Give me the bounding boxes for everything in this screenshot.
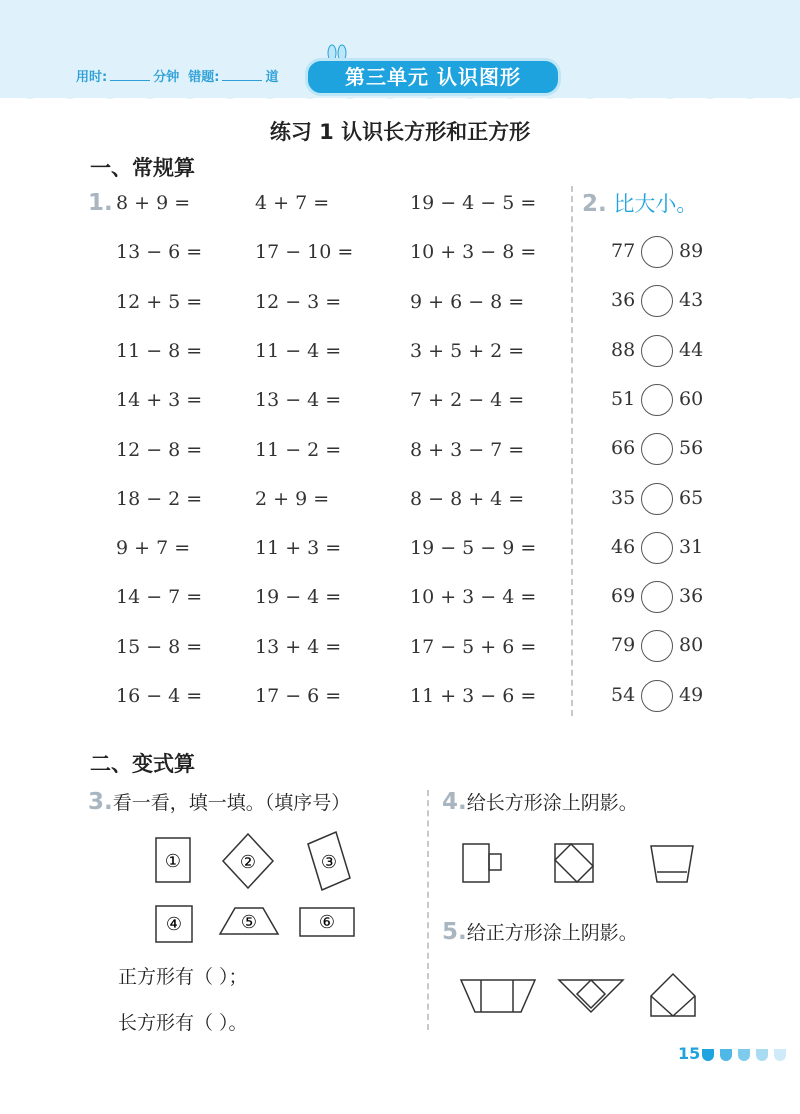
q1-problem[interactable]: 19 − 4 − 5 =	[410, 192, 537, 214]
q4-shape-square-with-diamond[interactable]	[555, 844, 593, 882]
shape-1-label: ①	[164, 851, 182, 872]
time-record	[76, 66, 279, 85]
q1-problem[interactable]: 19 − 5 − 9 =	[410, 537, 537, 560]
q1-problem[interactable]: 3 + 5 + 2 =	[410, 339, 525, 362]
q5-number: 5.	[442, 919, 467, 945]
q1-problem[interactable]: 17 − 10 =	[255, 241, 354, 264]
compare-answer-circle[interactable]	[641, 532, 673, 564]
q4-label: 给长方形涂上阴影。	[466, 792, 638, 814]
compare-answer-circle[interactable]	[641, 433, 673, 465]
q4-shape-trapezoid-with-rect[interactable]	[651, 846, 693, 882]
compare-row	[611, 483, 721, 515]
minute-label: 分钟	[153, 70, 180, 85]
q1-problem[interactable]: 12 − 3 =	[255, 290, 342, 313]
q1-q2-divider	[571, 186, 573, 716]
shape-4-label: ④	[165, 914, 183, 935]
q2-label: 比大小。	[613, 192, 698, 216]
q1-problem[interactable]: 2 + 9 =	[255, 487, 330, 510]
q2-number: 2.	[582, 191, 607, 217]
q3-heading	[88, 788, 350, 815]
shape-6-label: ⑥	[318, 912, 336, 933]
compare-answer-circle[interactable]	[641, 236, 673, 268]
compare-right-number: 31	[679, 535, 704, 558]
q1-problem[interactable]: 7 + 2 − 4 =	[410, 389, 525, 412]
section-1-title: 一、常规算	[90, 156, 195, 180]
shape-2-label: ②	[239, 852, 257, 873]
compare-left-number: 51	[611, 387, 636, 410]
unit-title-banner: 第三单元 认识图形	[305, 58, 561, 96]
q3-shapes	[140, 830, 420, 960]
q1-problem[interactable]: 13 − 6 =	[116, 241, 203, 264]
q4-shape-rect-with-tab[interactable]	[463, 844, 501, 882]
compare-row	[611, 285, 721, 317]
q4-number: 4.	[442, 789, 467, 815]
dao-label: 道	[265, 70, 279, 85]
compare-row	[611, 630, 721, 662]
q5-shape-triangle-with-diamond[interactable]	[559, 980, 623, 1012]
q1-number: 1.	[88, 190, 113, 216]
compare-answer-circle[interactable]	[641, 483, 673, 515]
error-label: 错题:	[188, 70, 220, 85]
compare-right-number: 56	[679, 437, 704, 460]
error-blank[interactable]	[222, 80, 262, 81]
compare-right-number: 60	[679, 387, 704, 410]
square-answer-line[interactable]: 正方形有（ ）；	[118, 966, 248, 988]
q1-problem[interactable]: 14 − 7 =	[116, 586, 203, 609]
compare-left-number: 35	[611, 486, 636, 509]
q1-problem[interactable]: 13 − 4 =	[255, 389, 342, 412]
q1-problem[interactable]: 11 + 3 =	[255, 537, 342, 560]
compare-answer-circle[interactable]	[641, 384, 673, 416]
compare-right-number: 65	[679, 486, 704, 509]
q1-problem[interactable]: 11 − 2 =	[255, 438, 342, 461]
compare-left-number: 88	[611, 338, 636, 361]
compare-answer-circle[interactable]	[641, 630, 673, 662]
compare-row	[611, 236, 721, 268]
q5-shape-trapezoid-with-square[interactable]	[461, 980, 535, 1012]
compare-row	[611, 680, 721, 712]
q3-label: 看一看，填一填。（填序号）	[112, 792, 351, 814]
compare-right-number: 89	[679, 240, 704, 262]
q2-heading	[582, 188, 697, 218]
q1-problem[interactable]: 11 − 8 =	[116, 339, 203, 362]
q3-number: 3.	[88, 789, 113, 815]
q4-shapes[interactable]	[455, 836, 705, 892]
q5-shape-house-pentagon[interactable]	[651, 974, 695, 1016]
q1-problem[interactable]: 16 − 4 =	[116, 685, 203, 707]
shape-2-diamond-square	[223, 834, 273, 888]
compare-left-number: 46	[611, 535, 636, 558]
compare-answer-circle[interactable]	[641, 680, 673, 712]
section-2-title: 二、变式算	[90, 752, 195, 776]
time-label: 用时:	[76, 70, 108, 85]
compare-answer-circle[interactable]	[641, 285, 673, 317]
compare-row	[611, 335, 721, 367]
q1-problem[interactable]: 9 + 7 =	[116, 537, 191, 560]
compare-right-number: 44	[679, 338, 704, 361]
compare-answer-circle[interactable]	[641, 581, 673, 613]
q3-q4-divider	[427, 790, 429, 1030]
q1-problem[interactable]: 17 − 5 + 6 =	[410, 635, 537, 658]
compare-row	[611, 384, 721, 416]
compare-left-number: 54	[611, 683, 636, 706]
q1-problem[interactable]: 15 − 8 =	[116, 635, 203, 658]
shape-1-rectangle	[156, 838, 190, 882]
q1-problem[interactable]: 12 + 5 =	[116, 290, 203, 313]
shape-5-trapezoid	[220, 908, 278, 934]
compare-left-number: 69	[611, 585, 636, 608]
compare-left-number: 36	[611, 289, 636, 312]
q1-problem[interactable]: 10 + 3 − 4 =	[410, 586, 537, 609]
compare-answer-circle[interactable]	[641, 335, 673, 367]
q4-heading	[442, 788, 638, 815]
compare-right-number: 49	[679, 683, 704, 706]
q1-problem[interactable]: 8 − 8 + 4 =	[410, 487, 525, 510]
q1-problem[interactable]: 18 − 2 =	[116, 487, 203, 510]
q1-problem[interactable]: 12 − 8 =	[116, 438, 203, 461]
page-number: 15	[678, 1044, 701, 1063]
shape-4-square	[156, 906, 192, 942]
compare-row	[611, 433, 721, 465]
q1-problem[interactable]: 10 + 3 − 8 =	[410, 241, 537, 264]
q1-problem[interactable]: 8 + 3 − 7 =	[410, 438, 525, 461]
rectangle-answer-line[interactable]: 长方形有（ ）。	[118, 1012, 248, 1034]
compare-right-number: 80	[679, 634, 704, 657]
shape-5-label: ⑤	[240, 912, 258, 933]
compare-row	[611, 581, 721, 613]
compare-right-number: 43	[679, 289, 704, 312]
q1-problem[interactable]: 11 + 3 − 6 =	[410, 685, 537, 707]
compare-right-number: 36	[679, 585, 704, 608]
q1-problem[interactable]: 19 − 4 =	[255, 586, 342, 609]
compare-left-number: 79	[611, 634, 636, 657]
shape-3-label: ③	[320, 852, 338, 873]
page-title: 练习 1 认识长方形和正方形	[269, 120, 531, 144]
q5-heading	[442, 918, 638, 945]
compare-left-number: 77	[611, 240, 636, 262]
q1-problem[interactable]: 4 + 7 =	[255, 192, 330, 214]
q1-problem[interactable]: 14 + 3 =	[116, 389, 203, 412]
q1-problem[interactable]: 17 − 6 =	[255, 685, 342, 707]
q1-problem[interactable]: 11 − 4 =	[255, 339, 342, 362]
shape-3-tilted-rectangle	[308, 832, 350, 890]
compare-row	[611, 532, 721, 564]
time-blank[interactable]	[110, 80, 150, 81]
shape-6-wide-rectangle	[300, 908, 354, 936]
compare-left-number: 66	[611, 437, 636, 460]
q1-problem[interactable]: 8 + 9 =	[116, 192, 191, 214]
q1-problem[interactable]: 9 + 6 − 8 =	[410, 290, 525, 313]
page-decoration-dots	[700, 1046, 792, 1062]
q1-problem[interactable]: 13 + 4 =	[255, 635, 342, 658]
q5-label: 给正方形涂上阴影。	[466, 922, 638, 944]
q5-shapes[interactable]	[455, 970, 705, 1026]
